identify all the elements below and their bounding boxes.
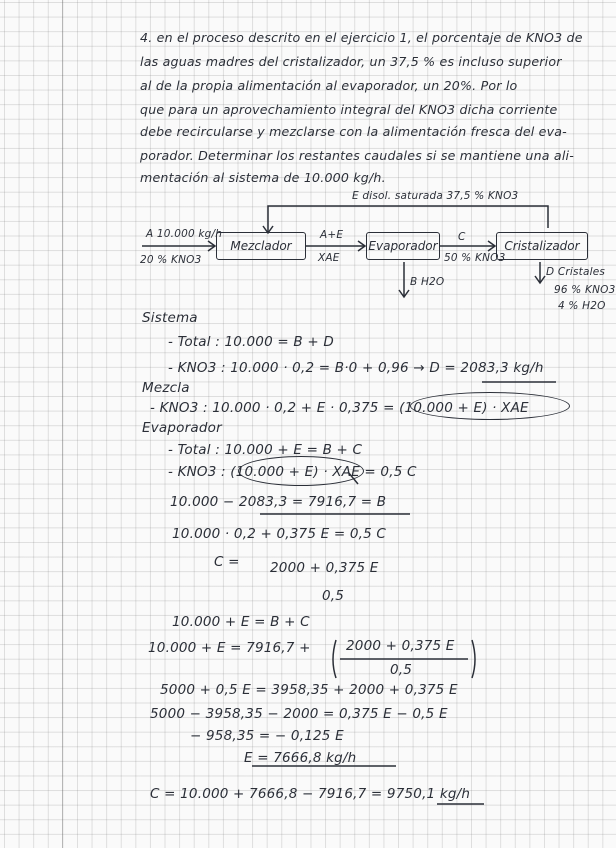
problem-line-7: mentación al sistema de 10.000 kg/h. bbox=[140, 170, 386, 185]
answer-c: C = 10.000 + 7666,8 − 7916,7 = 9750,1 kg/h bbox=[150, 786, 471, 802]
problem-line-5: debe recircularse y mezclarse con la alimentación fresca del eva- bbox=[140, 124, 567, 139]
equation-total-balance: 10.000 + E = B + C bbox=[172, 614, 310, 630]
evaporator-box: Evaporador bbox=[366, 232, 440, 260]
crystallizer-box: Cristalizador bbox=[496, 232, 588, 260]
mezcla-kno3: - KNO3 : 10.000 · 0,2 + E · 0,375 = (10.000 + E) · XAE bbox=[150, 400, 529, 416]
heading-sistema: Sistema bbox=[142, 310, 198, 326]
feed-composition: 20 % KNO3 bbox=[140, 254, 202, 266]
stream-ae-composition: XAE bbox=[318, 252, 340, 264]
problem-line-1: 4. en el proceso descrito en el ejercicio 1, el porcentaje de KNO3 de bbox=[140, 30, 583, 45]
stream-c-composition: 50 % KNO3 bbox=[444, 252, 506, 264]
c-expression-numerator: 2000 + 0,375 E bbox=[270, 560, 379, 576]
water-out-label: B H2O bbox=[410, 276, 445, 288]
c-expression-denominator: 0,5 bbox=[322, 588, 345, 604]
problem-line-6: porador. Determinar los restantes caudales si se mantiene una ali- bbox=[140, 148, 574, 163]
stream-c-label: C bbox=[458, 231, 466, 243]
paren-left bbox=[333, 640, 336, 678]
problem-line-3: al de la propia alimentación al evaporador, un 20%. Por lo bbox=[140, 78, 518, 93]
heading-evaporador: Evaporador bbox=[142, 420, 222, 436]
equation-rearranged: 5000 − 3958,35 − 2000 = 0,375 E − 0,5 E bbox=[150, 706, 448, 722]
substitution-numerator: 2000 + 0,375 E bbox=[346, 638, 455, 654]
stream-ae-label: A+E bbox=[320, 229, 344, 241]
mixer-box: Mezclador bbox=[216, 232, 306, 260]
recycle-label: E disol. saturada 37,5 % KNO3 bbox=[352, 190, 519, 202]
crystals-label: D Cristales bbox=[546, 266, 606, 278]
equation-b: 10.000 − 2083,3 = 7916,7 = B bbox=[170, 494, 387, 510]
circle-xae-1 bbox=[410, 392, 570, 420]
c-expression-prefix: C = bbox=[214, 554, 240, 570]
crystals-composition-1: 96 % KNO3 bbox=[554, 284, 616, 296]
circle-xae-2 bbox=[238, 456, 364, 486]
substitution-prefix: 10.000 + E = 7916,7 + bbox=[148, 640, 311, 656]
sistema-total: - Total : 10.000 = B + D bbox=[168, 334, 334, 350]
sistema-kno3: - KNO3 : 10.000 · 0,2 = B·0 + 0,96 → D = 2083,3 kg/h bbox=[168, 360, 544, 376]
problem-line-4: que para un aprovechamiento integral del KNO3 dicha corriente bbox=[140, 102, 558, 117]
equation-negative: − 958,35 = − 0,125 E bbox=[190, 728, 344, 744]
equation-kno3-balance: 10.000 · 0,2 + 0,375 E = 0,5 C bbox=[172, 526, 387, 542]
problem-line-2: las aguas madres del cristalizador, un 37,5 % es incluso superior bbox=[140, 54, 562, 69]
evaporador-total: - Total : 10.000 + E = B + C bbox=[168, 442, 363, 458]
crystals-composition-2: 4 % H2O bbox=[558, 300, 606, 312]
answer-e: E = 7666,8 kg/h bbox=[244, 750, 357, 766]
equation-multiplied: 5000 + 0,5 E = 3958,35 + 2000 + 0,375 E bbox=[160, 682, 458, 698]
heading-mezcla: Mezcla bbox=[142, 380, 190, 396]
recycle-line bbox=[268, 206, 548, 232]
substitution-denominator: 0,5 bbox=[390, 662, 413, 678]
feed-label: A 10.000 kg/h bbox=[146, 228, 223, 240]
evaporador-kno3: - KNO3 : (10.000 + E) · XAE = 0,5 C bbox=[168, 464, 417, 480]
paren-right bbox=[472, 640, 475, 678]
